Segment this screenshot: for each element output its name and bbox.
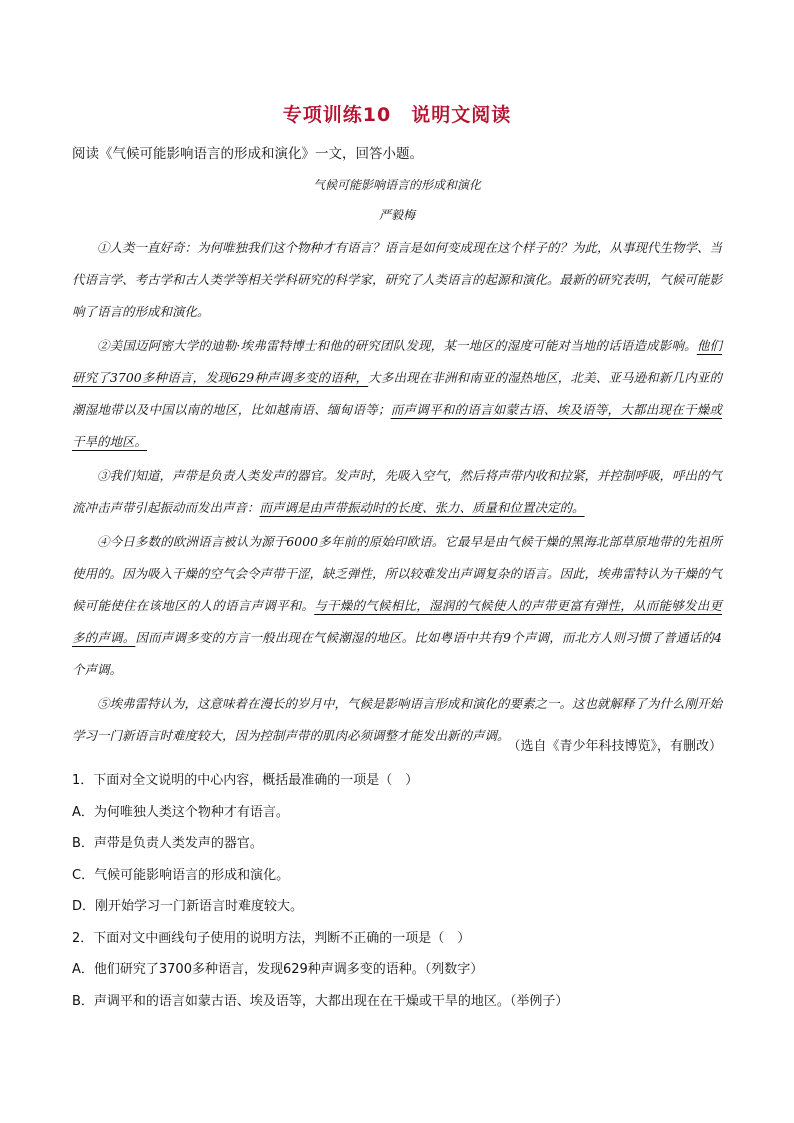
paragraph-1 bbox=[72, 232, 722, 328]
article-author: 严毅梅 bbox=[378, 208, 415, 222]
question-1-option-b: B．声带是负责人类发声的器官。 bbox=[72, 836, 263, 851]
question-2-option-b: B．声调平和的语言如蒙古语、埃及语等，大都出现在在干燥或干旱的地区。（举例子） bbox=[72, 993, 569, 1009]
paragraph-2-text-b: 大多出现在非洲和南亚的湿热地区，北美、亚马逊和新几内亚的潮湿地带以及中国以南的地区，比如越南语、缅甸语等； bbox=[72, 370, 722, 417]
question-2-option-a: A．他们研究了3700多种语言，发现629种声调多变的语种。（列数字） bbox=[72, 962, 484, 977]
underlined-sentence-3: 而声调是由声带振动时的长度、张力、质量和位置决定的。 bbox=[259, 500, 585, 515]
question-1-option-c: C．气候可能影响语言的形成和演化。 bbox=[72, 867, 290, 883]
reading-instruction: 阅读《气候可能影响语言的形成和演化》一文，回答小题。 bbox=[72, 146, 423, 162]
question-1-stem: 1．下面对全文说明的中心内容，概括最准确的一项是（ ） bbox=[72, 773, 419, 788]
paragraph-2-text-a: ②美国迈阿密大学的迪勒·埃弗雷特博士和他的研究团队发现，某一地区的湿度可能对当地的话语造成影响。 bbox=[97, 338, 697, 353]
article-title: 气候可能影响语言的形成和演化 bbox=[312, 178, 481, 192]
paragraph-3 bbox=[72, 460, 722, 524]
paragraph-1-text: ①人类一直好奇：为何唯独我们这个物种才有语言？语言是如何变成现在这个样子的？为此，从事现代生物学、当代语言学、考古学和古人类学等相关学科研究的科学家，研究了人类语言的起源和演化。最新的研究表明，气候可能影响了语言的形成和演化。 bbox=[72, 240, 723, 319]
paragraph-4-text-b: 因而声调多变的方言一般出现在气候潮湿的地区。比如粤语中共有9个声调，而北方人则习惯了普通话的4个声调。 bbox=[72, 630, 722, 677]
paragraph-4 bbox=[72, 526, 722, 686]
question-1-option-d: D．刚开始学习一门新语言时难度较大。 bbox=[72, 899, 304, 914]
paragraph-3-text: ③我们知道，声带是负责人类发声的器官。发声时，先吸入空气，然后将声带内收和拉紧，并控制呼吸，呼出的气流冲击声带引起振动而发出声音： bbox=[72, 468, 723, 515]
question-1-option-a: A．为何唯独人类这个物种才有语言。 bbox=[72, 804, 289, 820]
page-title: 专项训练10 说明文阅读 bbox=[282, 104, 512, 126]
underlined-sentence-1: 他们研究了3700多种语言，发现629种声调多变的语种， bbox=[72, 338, 722, 385]
paragraph-2 bbox=[72, 330, 722, 458]
article-source: （选自《青少年科技博览》，有删改） bbox=[507, 739, 722, 754]
question-2-stem: 2．下面对文中画线句子使用的说明方法，判断不正确的一项是（ ） bbox=[72, 930, 471, 946]
underlined-sentence-2: 而声调平和的语言如蒙古语、埃及语等，大都出现在干燥或干旱的地区。 bbox=[72, 402, 722, 449]
questions-section bbox=[72, 765, 722, 1017]
paragraph-4-text-a: ④今日多数的欧洲语言被认为源于6000多年前的原始印欧语。它最早是由气候干燥的黑海北部草原地带的先祖所使用的。因为吸入干燥的空气会令声带干涩，缺乏弹性，所以较难发出声调复杂的语言。因此，埃弗雷特认为干燥的气候可能使住在该地区的人的语言声调平和。 bbox=[72, 534, 723, 613]
article-body bbox=[72, 232, 722, 754]
paragraph-5-text: ⑤埃弗雷特认为，这意味着在漫长的岁月中，气候是影响语言形成和演化的要素之一。这也就解释了为什么刚开始学习一门新语言时难度较大，因为控制声带的肌肉必须调整才能发出新的声调。 bbox=[72, 696, 723, 743]
underlined-sentence-4: 与干燥的气候相比，湿润的气候使人的声带更富有弹性，从而能够发出更多的声调。 bbox=[72, 598, 722, 645]
